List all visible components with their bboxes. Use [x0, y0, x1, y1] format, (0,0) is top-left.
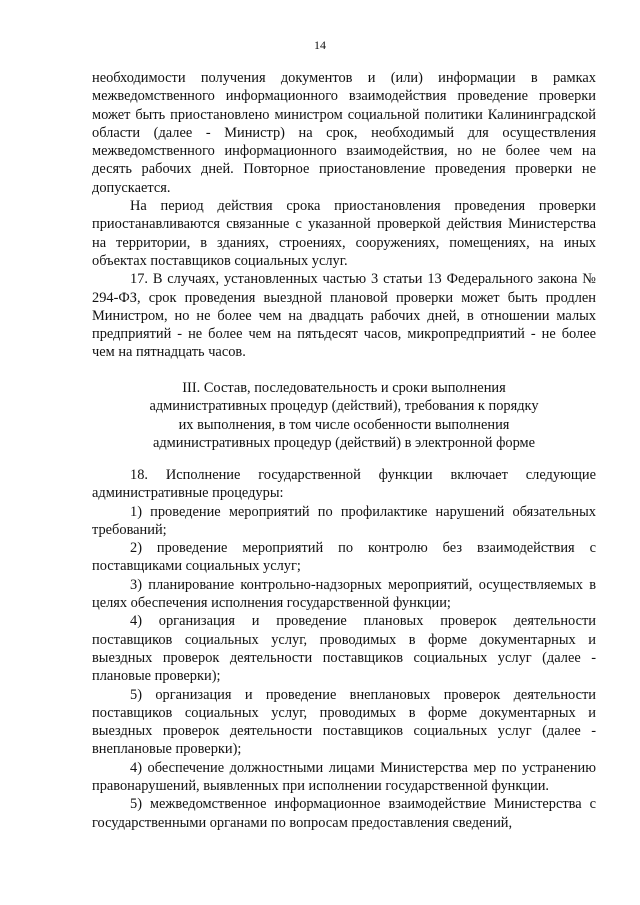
list-item: 3) планирование контрольно-надзорных мероприятий, осуществляемых в целях обеспечения исполнения государственной функции;: [92, 576, 596, 612]
heading-line: административных процедур (действий), требования к порядку: [149, 398, 539, 415]
heading-line: III. Состав, последовательность и сроки выполнения: [182, 380, 506, 396]
paragraph-18: 18. Исполнение государственной функции включает следующие административные процедуры:: [92, 467, 596, 502]
section-heading: [92, 379, 596, 452]
paragraph-continuation: необходимости получения документов и (или) информации в рамках межведомственного информационного взаимодействия проведение проверки может быть приостановлено министром социальной политики Калининградской области (далее - Министр) на срок, необходимый для осуществления межведомственного информационного взаимодействия, но не более чем на десять рабочих дней. Повторное приостановление проведения проверки не допускается.: [92, 70, 596, 196]
heading-line: их выполнения, в том числе особенности выполнения: [178, 416, 510, 433]
list-item: 2) проведение мероприятий по контролю без взаимодействия с поставщиками социальных услуг;: [92, 540, 596, 575]
paragraph-suspension-period: На период действия срока приостановления проведения проверки приостанавливаются связанные с указанной проверкой действия Министерства на территории, в зданиях, строениях, сооружениях, помещениях, на иных объектах поставщиков социальных услуг.: [92, 198, 596, 269]
list-item: 4) организация и проведение плановых проверок деятельности поставщиков социальных услуг, проводимых в форме документарных и выездных проверок деятельности поставщиков социальных услуг (далее - плановые проверки);: [92, 613, 596, 685]
bottom-text-block: [92, 466, 596, 832]
top-text-block: [92, 69, 596, 362]
list-item: 1) проведение мероприятий по профилактике нарушений обязательных требований;: [92, 503, 596, 538]
page-number: 14: [314, 38, 326, 52]
list-item: 5) организация и проведение внеплановых проверок деятельности поставщиков социальных услуг, проводимых в форме документарных и выездных проверок деятельности поставщиков социальных услуг (далее - внеплановые проверки);: [92, 686, 596, 758]
list-item: 5) межведомственное информационное взаимодействие Министерства с государственными органами по вопросам предоставления сведений,: [92, 796, 596, 831]
list-item: 4) обеспечение должностными лицами Министерства мер по устранению правонарушений, выявленных при исполнении государственной функции.: [92, 759, 596, 795]
heading-line: административных процедур (действий) в электронной форме: [152, 434, 536, 451]
paragraph-17: 17. В случаях, установленных частью 3 статьи 13 Федерального закона № 294-ФЗ, срок проведения выездной плановой проверки может быть продлен Министром, но не более чем на двадцать рабочих дней, в отношении малых предприятий - не более чем на пятьдесят часов, микропредприятий - не более чем на пятнадцать часов.: [92, 271, 596, 361]
